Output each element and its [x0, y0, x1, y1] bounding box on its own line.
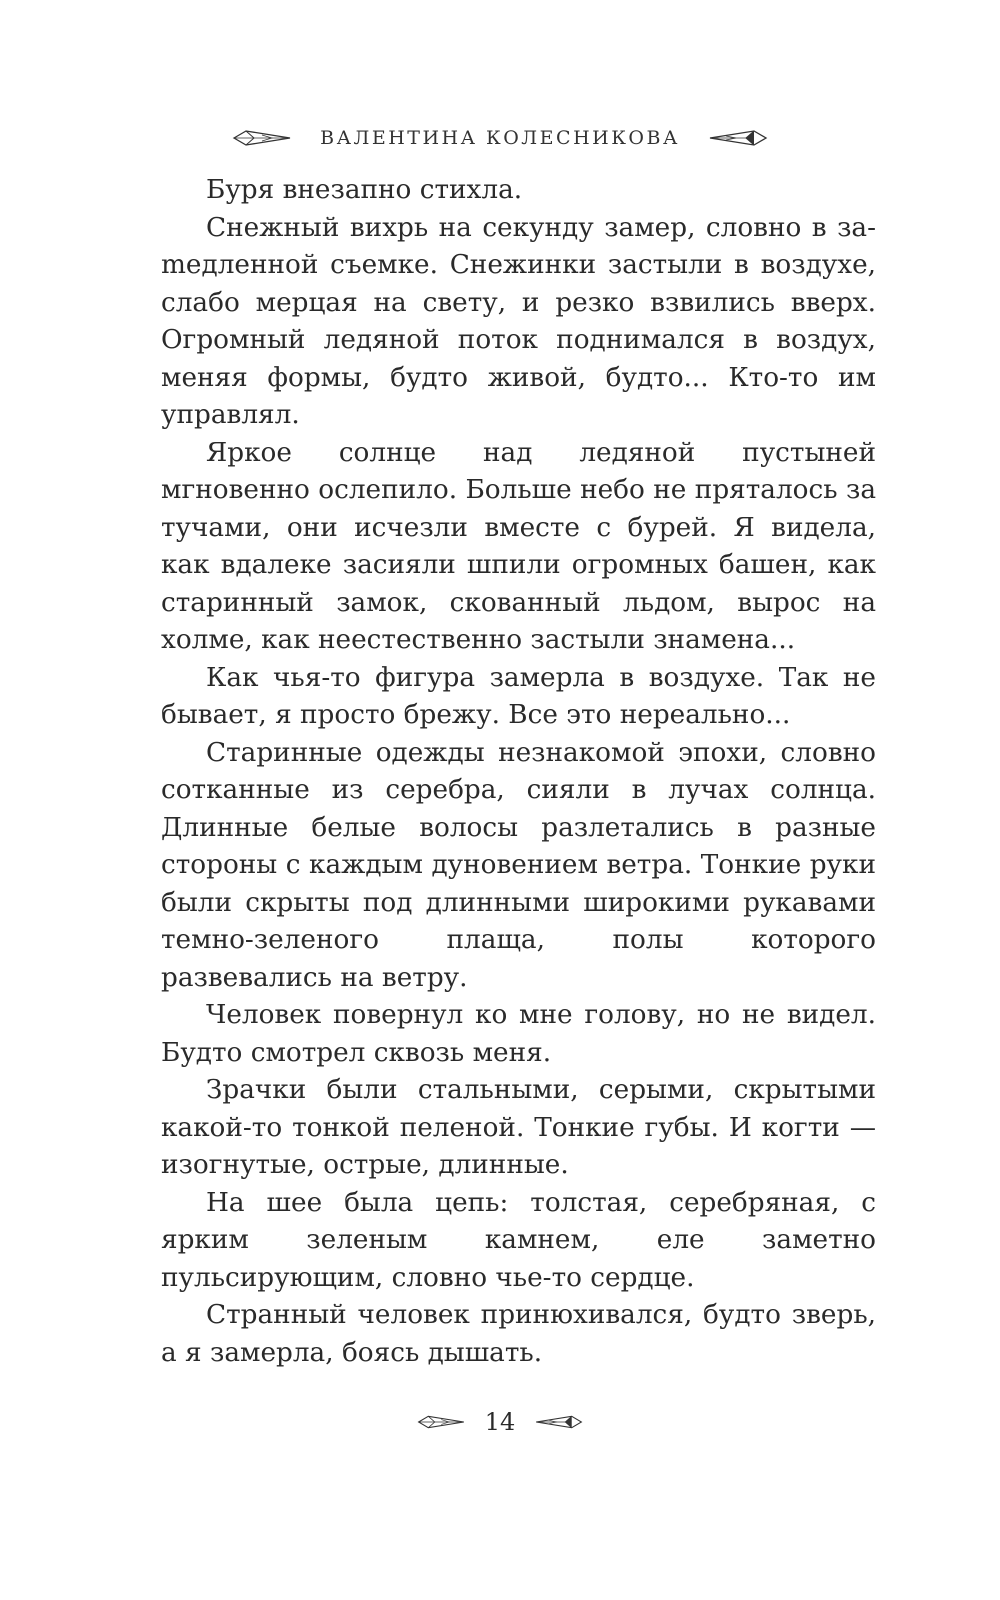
paragraph: Яркое солнце над ледяной пустыней мгновенно ослепило. Больше небо не пряталось за тучами, они исчезли вместе с бурей. Я видела, как вдалеке засияли шпили огромных башен, как старинный замок, скованный льдом, вырос на холме, как неестественно застыли знамена... [161, 437, 876, 655]
diamond-ornament-icon [232, 127, 294, 149]
paragraph: Снежный вихрь на секунду замер, словно в заmедленной съемке. Снежинки застыли в воздухе, слабо мерцая на свету, и резко взвились вверх. Огромный ледяной поток поднимался в воздух, меняя формы, будто живой, будто... Кто-то им управлял. [161, 212, 876, 430]
paragraph: Как чья-то фигура замерла в воздухе. Так не бывает, я просто брежу. Все это нереально... [161, 662, 876, 730]
paragraph: Старинные одежды незнакомой эпохи, словно сотканные из серебра, сияли в лучах солнца. Длинные белые волосы разлетались в разные стороны с каждым дуновением ветра. Тонкие руки были скрыты под длинными широкими рукавами темно-зеленого плаща, полы которого развевались на ветру. [161, 737, 876, 993]
author-name: ВАЛЕНТИНА КОЛЕСНИКОВА [320, 127, 680, 149]
folio [0, 1404, 1000, 1440]
paragraph: Буря внезапно стихла. [206, 175, 523, 205]
diamond-ornament-icon [417, 1413, 467, 1431]
paragraph: Человек повернул ко мне голову, но не видел. Будто смотрел сквозь меня. [161, 1000, 876, 1068]
paragraph: Зрачки были стальными, серыми, скрытыми какой-то тонкой пеленой. Тонкие губы. И когти — изогнутые, острые, длинные. [161, 1075, 876, 1180]
diamond-ornament-icon [706, 127, 768, 149]
paragraph: Странный человек принюхивался, будто зверь, а я замерла, боясь дышать. [161, 1300, 876, 1368]
page-body [161, 172, 876, 1372]
page-number: 14 [484, 1408, 516, 1436]
running-head [0, 118, 1000, 158]
diamond-ornament-icon [533, 1413, 583, 1431]
paragraph: На шее была цепь: толстая, серебряная, с ярким зеленым камнем, еле заметно пульсирующим, словно чье-то сердце. [161, 1187, 876, 1293]
